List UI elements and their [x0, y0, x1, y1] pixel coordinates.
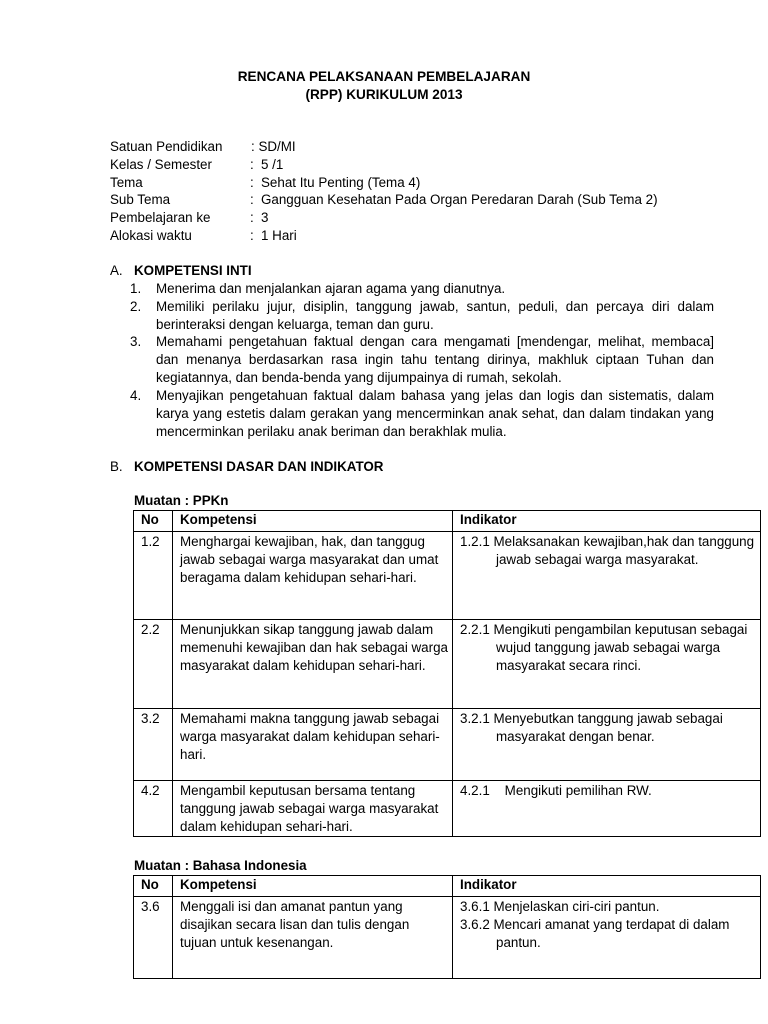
section-title: KOMPETENSI DASAR DAN INDIKATOR — [134, 459, 384, 474]
list-number: 1. — [130, 281, 142, 296]
list-item — [130, 387, 714, 441]
bahasa-indonesia-table — [133, 875, 761, 979]
info-label: Alokasi waktu — [110, 228, 192, 243]
list-text: Memiliki perilaku jujur, disiplin, tanggung jawab, santun, peduli, dan percaya diri dalam berinteraksi dengan keluarga, teman dan guru. — [156, 299, 714, 332]
info-value: Sehat Itu Penting (Tema 4) — [261, 175, 421, 190]
section-a-heading — [110, 262, 252, 280]
info-label: Sub Tema — [110, 192, 171, 207]
cell-no: 3.6 — [134, 897, 173, 979]
list-number: 2. — [130, 299, 142, 314]
info-label: Pembelajaran ke — [110, 210, 211, 225]
cell-indikator — [453, 620, 761, 709]
header-no: No — [134, 511, 173, 532]
cell-no: 2.2 — [134, 620, 173, 709]
info-separator: : — [250, 157, 254, 172]
cell-indikator — [453, 709, 761, 781]
cell-kompetensi: Memahami makna tanggung jawab sebagai warga masyarakat dalam kehidupan sehari-hari. — [173, 709, 453, 781]
info-value: : SD/MI — [251, 139, 296, 154]
cell-kompetensi: Mengambil keputusan bersama tentang tanggung jawab sebagai warga masyarakat dalam kehidupan sehari-hari. — [173, 781, 453, 837]
list-item — [130, 280, 714, 298]
list-text: Menerima dan menjalankan ajaran agama yang dianutnya. — [156, 281, 506, 296]
indikator-item: 3.6.2 Mencari amanat yang terdapat di dalam pantun. — [460, 917, 730, 950]
info-value: 5 /1 — [261, 157, 284, 172]
section-letter: B. — [110, 459, 123, 474]
list-number: 3. — [130, 334, 142, 349]
muatan-ppkn-label: Muatan : PPKn — [134, 493, 229, 508]
section-letter: A. — [110, 263, 123, 278]
list-number: 4. — [130, 388, 142, 403]
cell-indikator — [453, 897, 761, 979]
table-row — [134, 781, 761, 837]
cell-kompetensi: Menunjukkan sikap tanggung jawab dalam memenuhi kewajiban dan hak sebagai warga masyarakat dalam kehidupan sehari-hari. — [173, 620, 453, 709]
list-text: Memahami pengetahuan faktual dengan cara mengamati [mendengar, melihat, membaca] dan menanya berdasarkan rasa ingin tahu tentang dirinya, makhluk ciptaan Tuhan dan kegiatannya, dan benda-benda yang dijumpainya di rumah, sekolah. — [156, 334, 714, 385]
info-value: 1 Hari — [261, 228, 297, 243]
table-row — [134, 897, 761, 979]
cell-no: 3.2 — [134, 709, 173, 781]
table-header-row — [134, 876, 761, 897]
table-header-row — [134, 511, 761, 532]
header-kompetensi: Kompetensi — [173, 876, 453, 897]
info-separator: : — [250, 228, 254, 243]
info-label: Satuan Pendidikan — [110, 139, 223, 154]
info-value: Gangguan Kesehatan Pada Organ Peredaran Darah (Sub Tema 2) — [261, 192, 658, 207]
info-separator: : — [250, 210, 254, 225]
cell-no: 1.2 — [134, 532, 173, 620]
ppkn-table — [133, 510, 761, 837]
info-label: Kelas / Semester — [110, 157, 212, 172]
muatan-bi-label: Muatan : Bahasa Indonesia — [134, 858, 307, 873]
table-row — [134, 620, 761, 709]
cell-indikator — [453, 532, 761, 620]
list-item — [130, 333, 714, 387]
indikator-item: 3.6.1 Menjelaskan ciri-ciri pantun. — [460, 899, 660, 914]
header-indikator: Indikator — [453, 876, 761, 897]
cell-no: 4.2 — [134, 781, 173, 837]
info-separator: : — [250, 192, 254, 207]
indikator-item: 2.2.1 Mengikuti pengambilan keputusan sebagai wujud tanggung jawab sebagai warga masyarakat secara rinci. — [460, 622, 748, 673]
info-separator: : — [250, 175, 254, 190]
header-no: No — [134, 876, 173, 897]
header-kompetensi: Kompetensi — [173, 511, 453, 532]
cell-kompetensi: Menghargai kewajiban, hak, dan tanggug jawab sebagai warga masyarakat dan umat beragama dalam kehidupan sehari-hari. — [173, 532, 453, 620]
section-b-heading — [110, 458, 383, 476]
cell-kompetensi: Menggali isi dan amanat pantun yang disajikan secara lisan dan tulis dengan tujuan untuk kesenangan. — [173, 897, 453, 979]
header-indikator: Indikator — [453, 511, 761, 532]
document-title-line1: RENCANA PELAKSANAAN PEMBELAJARAN — [237, 69, 531, 84]
indikator-item: 3.2.1 Menyebutkan tanggung jawab sebagai masyarakat dengan benar. — [460, 711, 723, 744]
table-row — [134, 532, 761, 620]
section-title: KOMPETENSI INTI — [134, 263, 252, 278]
cell-indikator: 4.2.1 Mengikuti pemilihan RW. — [453, 781, 761, 837]
indikator-item: 1.2.1 Melaksanakan kewajiban,hak dan tanggung jawab sebagai warga masyarakat. — [460, 534, 755, 567]
list-text: Menyajikan pengetahuan faktual dalam bahasa yang jelas dan logis dan sistematis, dalam karya yang estetis dalam gerakan yang mencerminkan anak sehat, dan dalam tindakan yang mencerminkan perilaku anak beriman dan berakhlak mulia. — [156, 388, 714, 439]
info-value: 3 — [261, 210, 269, 225]
info-label: Tema — [110, 175, 143, 190]
document-title-line2: (RPP) KURIKULUM 2013 — [305, 87, 463, 102]
table-row — [134, 709, 761, 781]
list-item — [130, 298, 714, 334]
